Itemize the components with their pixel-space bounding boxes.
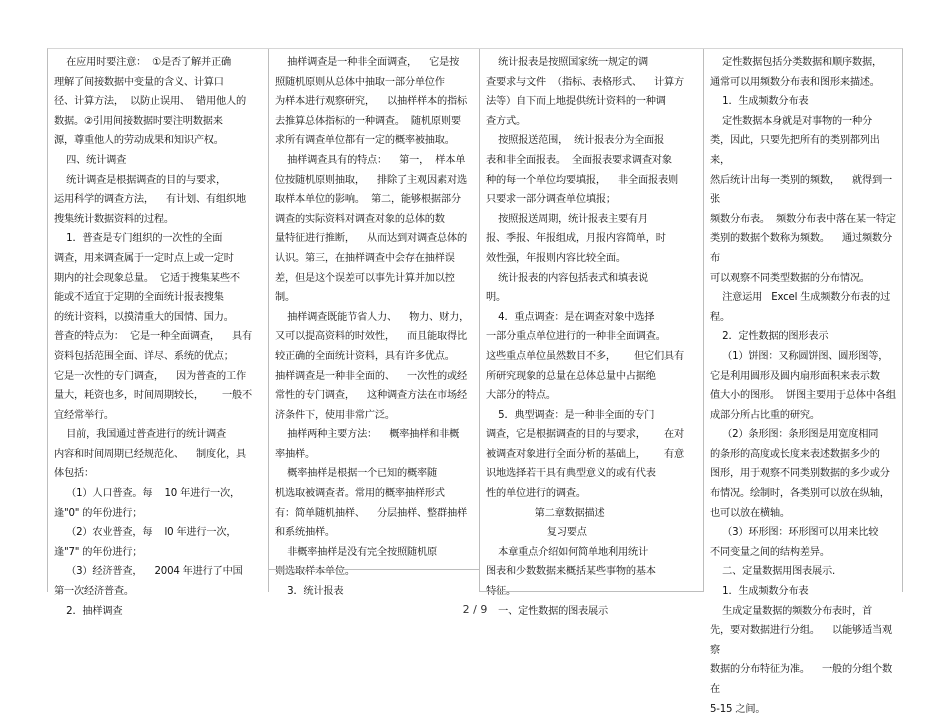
column-divider-line [269,569,479,570]
text-line: 有：简单随机抽样、 分层抽样、整群抽样 [275,507,467,519]
text-line: 搜集统计数据资料的过程。 [54,213,174,225]
text-line: 第一次经济普查。 [54,586,134,598]
text-line: 3．统计报表 [275,586,344,598]
text-line: 普查的特点为： 它是一种全面调查， 具有 [54,331,253,343]
text-line: 一部分重点单位进行的一种非全面调查。 [486,331,666,343]
text-line: 求所有调查单位都有一定的概率被抽取。 [275,135,455,147]
text-line: 5．典型调查：是一种非全面的专门 [486,409,655,421]
text-line: 取样本单位的影响。 第二，能够根据部分 [275,194,461,206]
text-line: 抽样调查是一种非全面调查， 它是按 [275,57,460,68]
text-line: 被调查对象进行全面分析的基础上， 有意 [486,448,685,460]
text-line: 源，尊重他人的劳动成果和知识产权。 [54,135,224,147]
text-line: 1．生成频数分布表 [710,96,809,108]
text-line: 性的单位进行的调查。 [486,488,586,500]
text-line: 所研究现象的总量在总体总量中占据绝 [486,370,656,382]
text-line: 和系统抽样。 [275,527,335,539]
text-line: 定性数据本身就是对事物的一种分 [710,115,872,127]
text-line: 抽样调查具有的特点： 第一， 样本单 [275,154,466,166]
text-line: 能或不适宜于定期的全面统计报表搜集 [54,292,224,304]
text-line: 查方式。 [486,115,526,127]
text-line: 照随机原则从总体中抽取一部分单位作 [275,76,445,88]
text-line: 2．定性数据的图形表示 [710,331,829,343]
text-line: 量大，耗资也多，时间周期较长， 一般不 [54,390,253,402]
text-line: 差，但是这个误差可以事先计算并加以控 [275,272,455,284]
text-line: 只要求一部分调查单位填报； [486,194,616,206]
text-line: （3）经济普查， 2004 年进行了中国 [54,566,243,578]
text-line: 宜经常举行。 [54,409,114,421]
text-line: 内容和时间周期已经规范化、 制度化，具 [54,448,246,460]
text-line: 1．普查是专门组织的一次性的全面 [54,233,223,245]
text-line: 类别的数据个数称为频数。 通过频数分布 [710,233,892,264]
column-4 [704,49,902,715]
text-line: 济条件下，使用非常广泛。 [275,409,395,421]
text-line: 数据的分布特征为准。 一般的分组个数在 [710,664,892,695]
text-line: 理解了间接数据中变量的含义、计算口 [54,76,224,88]
text-line: 抽样调查既能节省人力、 物力、财力， [275,311,470,323]
text-line: 概率抽样是根据一个已知的概率随 [275,468,437,480]
text-line: 为样本进行观察研究， 以抽样样本的指标 [275,96,467,108]
text-line: 大部分的特点。 [486,390,556,402]
text-line: （2）条形图：条形图是用宽度相同 [710,429,879,441]
text-line: 在应用时要注意： ①是否了解并正确 [54,57,231,68]
text-line: 量特征进行推断， 从而达到对调查总体的 [275,233,467,245]
column-1 [48,49,269,617]
text-line: 目前，我国通过普查进行的统计调查 [54,429,226,441]
text-line: 图形，用于观察不同类别数据的多少或分 [710,468,890,480]
text-line: 统计调查是根据调查的目的与要求， [54,174,226,186]
text-line: 常性的专门调查， 这种调查方法在市场经 [275,390,467,402]
text-line: 二、定量数据用图表展示. [710,566,836,578]
text-line: 特征。 [486,586,516,598]
text-line: 不同变量之间的结构差异。 [710,546,830,558]
text-line: 调查，它是根据调查的目的与要求， 在对 [486,429,685,441]
text-line: 较正确的全面统计资料，具有许多优点。 [275,350,455,362]
text-line: 认识。第三，在抽样调查中会存在抽样误 [275,252,455,264]
text-line: 法等）自下而上地提供统计资料的一种调 [486,96,666,108]
text-line: 这些重点单位虽然数目不多， 但它们具有 [486,350,685,362]
text-line: 它是一次性的专门调查， 因为普查的工作 [54,370,246,382]
text-line: 通常可以用频数分布表和图形来描述。 [710,76,880,88]
text-line: 效性强，年报则内容比较全面。 [486,252,626,264]
text-line: 逢"7" 的年份进行； [54,546,143,558]
text-line: 报、季报、年报组成，月报内容简单，时 [486,233,666,245]
text-line: 明。 [486,292,506,304]
text-line: 统计报表的内容包括表式和填表说 [486,272,648,284]
text-line: 统计报表是按照国家统一规定的调 [486,57,648,68]
text-line: 率抽样。 [275,448,315,460]
column-divider-line [480,591,703,592]
text-line: 一、定性数据的图表展示 [486,605,609,617]
text-line: 成部分所占比重的研究。 [710,409,820,421]
text-line: 体包括： [54,468,94,480]
text-line: 定性数据包括分类数据和顺序数据， [710,57,882,68]
text-line: 调查，用来调查属于一定时点上或一定时 [54,252,234,264]
column-2 [269,49,480,598]
page-number: 2 / 9 [462,603,488,616]
text-line: 数据。②引用间接数据时要注明数据来 [54,115,223,127]
text-line: 类，因此，只要先把所有的类别都列出来， [710,135,880,166]
text-line: 5-15 之间。 [710,703,766,715]
text-line: 运用科学的调查方法， 有计划、有组织地 [54,194,246,206]
text-line: 抽样两种主要方法： 概率抽样和非概 [275,429,460,441]
text-line: 四、统计调查 [54,154,127,166]
text-line: 查要求与文件 （指标、表格形式、 计算方 [486,76,685,88]
text-line: 生成定量数据的频数分布表时，首 [710,605,872,617]
text-line: 逢"0" 的年份进行； [54,507,143,519]
text-line: 非概率抽样是没有完全按照随机原 [275,546,437,558]
text-line: 抽样调查是一种非全面的、 一次性的或经 [275,370,467,382]
text-line: 的统计资料，以摸清重大的国情、国力。 [54,311,234,323]
text-line: 则选取样本单位。 [275,566,355,578]
text-line: 2．抽样调查 [54,605,123,617]
text-line: （1）饼图：又称圆饼图、圆形图等， [710,350,889,362]
text-line: 它是利用圆形及圆内扇形面积来表示数 [710,370,880,382]
text-line: 值大小的图形。 饼图主要用于总体中各组 [710,390,896,402]
text-line: 机选取被调查者。常用的概率抽样形式 [275,488,445,500]
text-line: （3）环形图：环形图可以用来比较 [710,527,879,539]
text-line: （2）农业普查，每 l0 年进行一次， [54,527,237,539]
text-line: 期内的社会现象总量。 它适于搜集某些不 [54,272,240,284]
text-line: 又可以提高资料的时效性， 而且能取得比 [275,331,467,343]
text-line: 然后统计出每一类别的频数， 就得到一张 [710,174,892,206]
text-line: 调查的实际资料对调查对象的总体的数 [275,213,445,225]
text-line: 也可以放在横轴。 [710,507,790,519]
text-line: 位按随机原则抽取， 排除了主观因素对选 [275,174,467,186]
text-line: 的条形的高度或长度来表述数据多少的 [710,448,880,460]
text-line: 注意运用 Excel 生成频数分布表的过 [710,292,891,304]
column-3 [480,49,704,617]
text-line: 资料包括范围全面、详尽、系统的优点； [54,350,234,362]
text-line: 复习要点 [486,527,587,539]
text-line: 去推算总体指标的一种调查。 随机原则要 [275,115,461,127]
text-line: 种的每一个单位均要填报， 非全面报表则 [486,174,678,186]
text-line: 可以观察不同类型数据的分布情况。 [710,272,870,284]
text-line: 图表和少数数据来概括某些事物的基本 [486,566,656,578]
text-line: 频数分布表。 频数分布表中落在某一特定 [710,213,896,225]
text-line: 4．重点调查：是在调查对象中选择 [486,311,655,323]
text-line: 1．生成频数分布表 [710,586,809,598]
text-line: 制。 [275,292,295,304]
text-line: 本章重点介绍如何简单地利用统计 [486,546,648,558]
text-line: 表和非全面报表。 全面报表要求调查对象 [486,154,672,166]
text-line: （1）人口普查。每 10 年进行一次， [54,488,241,500]
text-line: 按照报送范围， 统计报表分为全面报 [486,135,665,147]
text-line: 识地选择若干具有典型意义的或有代表 [486,468,656,480]
text-line: 径、计算方法， 以防止误用、 错用他人的 [54,96,246,108]
text-line: 布情况。绘制时，各类别可以放在纵轴， [710,488,890,500]
text-line: 程。 [710,311,730,323]
text-line: 先，要对数据进行分组。 以能够适当观察 [710,625,892,656]
text-line: 按照报送周期，统计报表主要有月 [486,213,648,225]
text-line: 第二章数据描述 [486,507,605,519]
